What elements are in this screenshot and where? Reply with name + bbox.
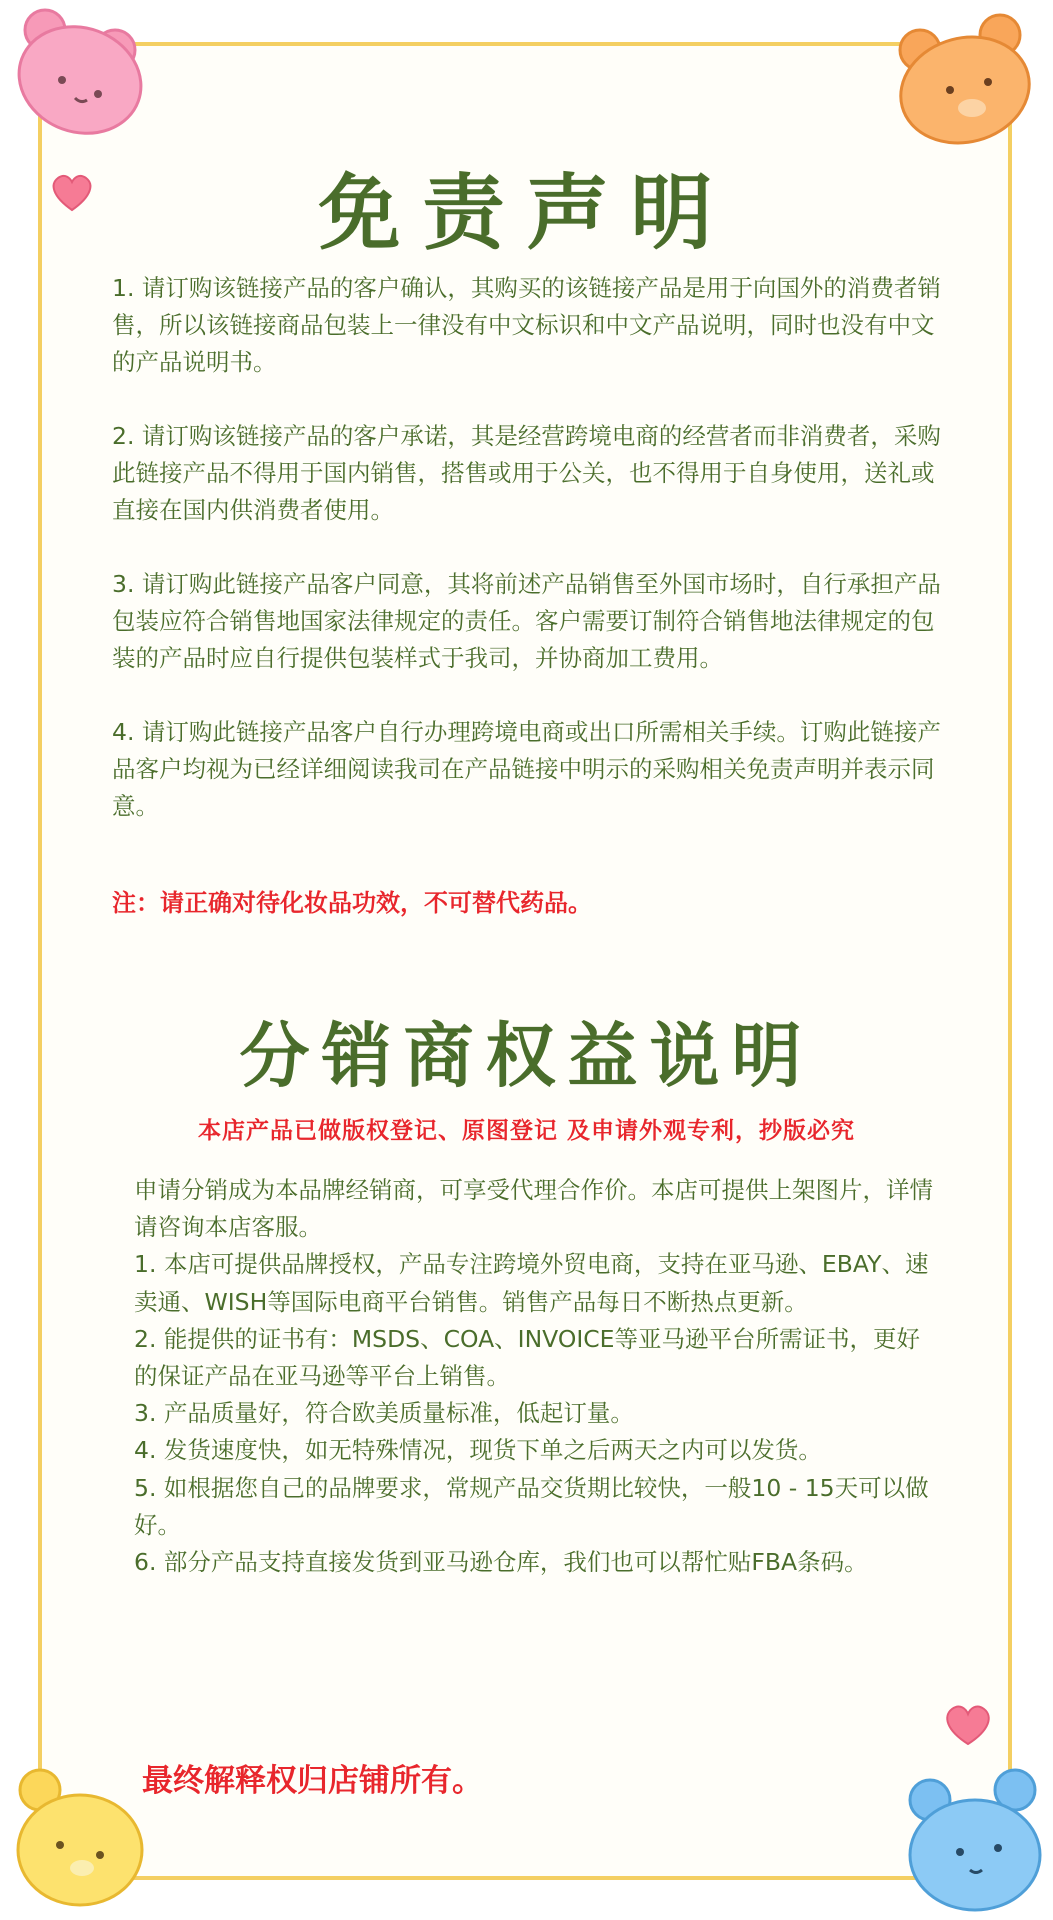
orange-bear-icon [880,10,1053,160]
disclaimer-block [112,270,942,825]
cosmetic-note: 注：请正确对待化妆品功效，不可替代药品。 [112,889,592,917]
final-statement: 最终解释权归店铺所有。 [142,1763,483,1799]
rights-item-1: 1. 本店可提供品牌授权，产品专注跨境外贸电商，支持在亚马逊、EBAY、速卖通、WISH等国际电商平台销售。销售产品每日不断热点更新。 [134,1250,929,1316]
disclaimer-item-1: 1. 请订购该链接产品的客户确认，其购买的该链接产品是用于向国外的消费者销售，所以该链接商品包装上一律没有中文标识和中文产品说明，同时也没有中文的产品说明书。 [112,274,941,376]
copyright-notice: 本店产品已做版权登记、原图登记 及申请外观专利，抄版必究 [197,1118,855,1144]
rights-item-2: 2. 能提供的证书有：MSDS、COA、INVOICE等亚马逊平台所需证书，更好的保证产品在亚马逊等平台上销售。 [134,1324,921,1391]
rights-item-5: 5. 如根据您自己的品牌要求，常规产品交货期比较快，一般10 - 15天可以做好。 [134,1473,929,1539]
disclaimer-title: 免责声明 [318,165,735,261]
disclaimer-item-3: 3. 请订购此链接产品客户同意，其将前述产品销售至外国市场时，自行承担产品包装应符合销售地国家法律规定的责任。客户需要订制符合销售地法律规定的包装的产品时应自行提供包装样式于我司，并协商加工费用。 [112,570,941,672]
rights-item-4: 4. 发货速度快，如无特殊情况，现货下单之后两天之内可以发货。 [134,1436,822,1465]
disclaimer-item-2: 2. 请订购该链接产品的客户承诺，其是经营跨境电商的经营者而非消费者，采购此链接产品不得用于国内销售，搭售或用于公关，也不得用于自身使用，送礼或直接在国内供消费者使用。 [112,422,941,524]
distributor-title: 分销商权益说明 [239,1014,814,1097]
rights-item-6: 6. 部分产品支持直接发货到亚马逊仓库，我们也可以帮忙贴FBA条码。 [134,1548,868,1577]
heart-icon [940,1700,996,1748]
blue-bear-icon [890,1760,1053,1920]
distributor-rights-block [134,1172,934,1581]
disclaimer-item-4: 4. 请订购此链接产品客户自行办理跨境电商或出口所需相关手续。订购此链接产品客户均视为已经详细阅读我司在产品链接中明示的采购相关免责声明并表示同意。 [112,718,941,820]
rights-item-3: 3. 产品质量好，符合欧美质量标准，低起订量。 [134,1399,634,1428]
pink-bear-icon [0,0,160,150]
rights-intro: 申请分销成为本品牌经销商，可享受代理合作价。本店可提供上架图片，详情请咨询本店客服。 [134,1176,933,1242]
yellow-bear-icon [0,1760,160,1920]
